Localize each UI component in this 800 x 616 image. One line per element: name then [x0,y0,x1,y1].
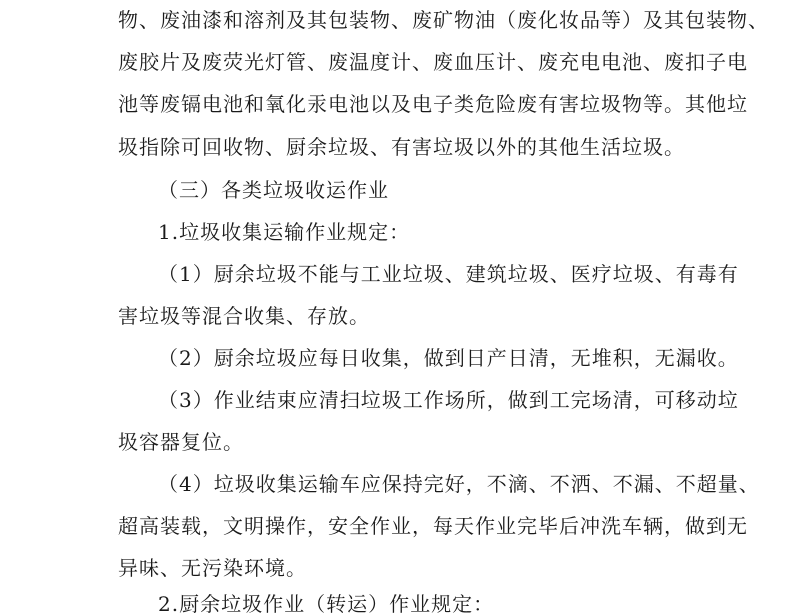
body-text-line: 物、废油漆和溶剂及其包装物、废矿物油（废化妆品等）及其包装物、 [118,8,769,32]
list-item-line: 异味、无污染环境。 [118,556,307,580]
body-text-line: 圾指除可回收物、厨余垃圾、有害垃圾以外的其他生活垃圾。 [118,135,685,159]
list-item-line: 圾容器复位。 [118,430,244,454]
subsection-heading: 1.垃圾收集运输作业规定： [158,220,411,244]
list-item-line: 害垃圾等混合收集、存放。 [118,304,370,328]
list-item-line: （4）垃圾收集运输车应保持完好，不滴、不洒、不漏、不超量、 [158,472,760,496]
section-heading: （三）各类垃圾收运作业 [158,178,389,202]
subsection-heading-partial: 2.厨余垃圾作业（转运）作业规定： [158,592,495,616]
list-item-line: （3）作业结束应清扫垃圾工作场所，做到工完场清，可移动垃 [158,388,739,412]
body-text-line: 废胶片及废荧光灯管、废温度计、废血压计、废充电电池、废扣子电 [118,50,748,74]
list-item-line: 超高装载，文明操作，安全作业，每天作业完毕后冲洗车辆，做到无 [118,514,748,538]
list-item-line: （1）厨余垃圾不能与工业垃圾、建筑垃圾、医疗垃圾、有毒有 [158,262,739,286]
body-text-line: 池等废镉电池和氧化汞电池以及电子类危险废有害垃圾物等。其他垃 [118,92,748,116]
list-item-line: （2）厨余垃圾应每日收集，做到日产日清，无堆积，无漏收。 [158,346,739,370]
